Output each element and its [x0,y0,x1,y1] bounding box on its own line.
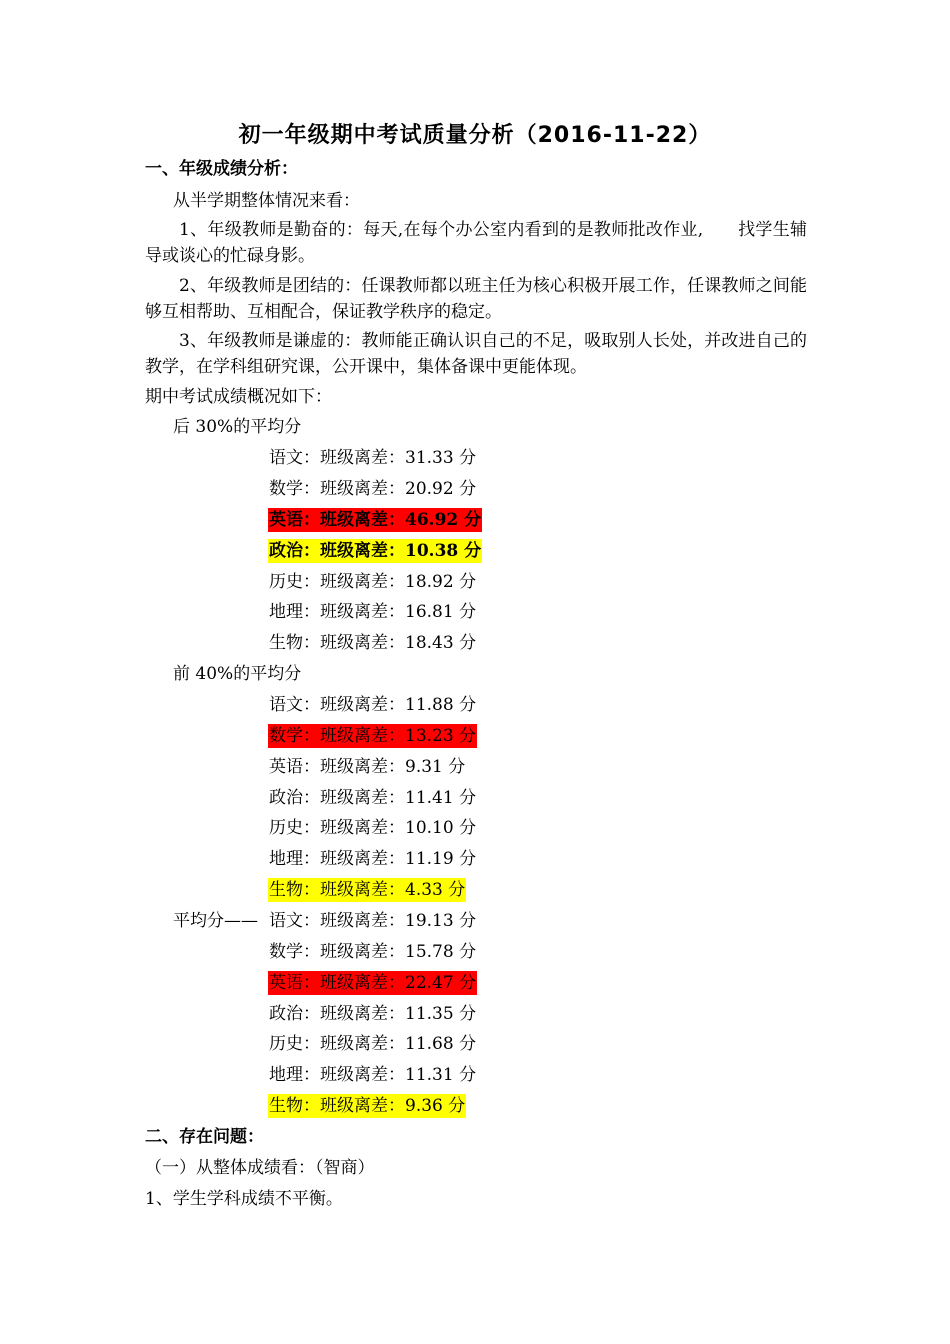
score-row-highlighted: 生物：班级离差：4.33 分 [269,880,466,900]
point-1 [145,217,807,269]
subsection-heading: （一）从整体成绩看：（智商） [145,1158,375,1178]
point-2-text: 2、年级教师是团结的：任课教师都以班主任为核心积极开展工作，任课教师之间能够互相帮助、互相配合，保证教学秩序的稳定。 [145,276,807,322]
score-row: 历史：班级离差：10.10 分 [269,818,477,838]
score-row: 英语：班级离差：9.31 分 [269,757,466,777]
section-heading-grade-analysis: 一、年级成绩分析： [145,159,298,179]
score-row: 政治：班级离差：11.41 分 [269,788,477,808]
score-row-highlighted: 生物：班级离差：9.36 分 [269,1096,466,1116]
score-row: 语文：班级离差：11.88 分 [269,695,477,715]
score-row-highlighted: 英语：班级离差：46.92 分 [269,510,482,530]
score-row: 地理：班级离差：16.81 分 [269,602,477,622]
score-row: 语文：班级离差：19.13 分 [269,911,477,931]
section-heading-problems: 二、存在问题： [145,1127,264,1147]
score-row: 数学：班级离差：15.78 分 [269,942,477,962]
score-row: 数学：班级离差：20.92 分 [269,479,477,499]
point-3 [145,328,807,380]
overview-label: 期中考试成绩概况如下： [145,387,332,407]
group-average-label: 平均分—— [173,911,258,931]
score-row: 语文：班级离差：31.33 分 [269,448,477,468]
point-1-text: 1、年级教师是勤奋的：每天,在每个办公室内看到的是教师批改作业, 找学生辅导或谈心的忙碌身影。 [145,220,807,266]
score-row-highlighted: 数学：班级离差：13.23 分 [269,726,477,746]
score-row: 地理：班级离差：11.31 分 [269,1065,477,1085]
intro-text: 从半学期整体情况来看： [173,191,360,211]
score-row: 生物：班级离差：18.43 分 [269,633,477,653]
problem-item-1: 1、学生学科成绩不平衡。 [145,1189,343,1209]
score-row: 历史：班级离差：18.92 分 [269,572,477,592]
group-top40-label: 前 40%的平均分 [173,664,302,684]
score-row-highlighted: 英语：班级离差：22.47 分 [269,973,477,993]
score-row: 地理：班级离差：11.19 分 [269,849,477,869]
score-row: 历史：班级离差：11.68 分 [269,1034,477,1054]
point-3-text: 3、年级教师是谦虚的：教师能正确认识自己的不足，吸取别人长处，并改进自己的教学，在学科组研究课，公开课中，集体备课中更能体现。 [145,331,807,377]
score-row: 政治：班级离差：11.35 分 [269,1004,477,1024]
score-row-highlighted: 政治：班级离差：10.38 分 [269,541,482,561]
group-bottom30-label: 后 30%的平均分 [173,417,302,437]
document-title: 初一年级期中考试质量分析（2016-11-22） [238,123,712,148]
point-2 [145,273,807,325]
